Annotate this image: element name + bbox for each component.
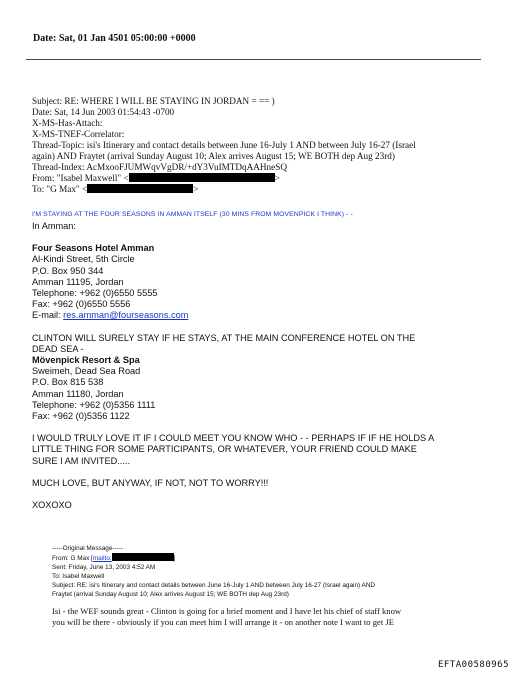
to-prefix: To: "G Max" <	[32, 184, 88, 194]
love-line-2: LITTLE THING FOR SOME PARTICIPANTS, OR WHATEVER, YOUR FRIEND COULD MAKE	[32, 444, 417, 455]
redaction-box	[87, 184, 193, 193]
mailto-link[interactable]: mailto:	[92, 555, 112, 562]
to-suffix: >	[193, 184, 199, 194]
original-divider: -----Original Message-----	[52, 545, 124, 552]
hotel1-city: Amman 11195, Jordan	[32, 276, 124, 287]
from-suffix: >	[274, 173, 280, 183]
original-message-body	[52, 606, 401, 628]
hotel2-fax: Fax: +962 (0)5356 1122	[32, 411, 130, 422]
redaction-box	[112, 553, 174, 561]
email-label: E-mail:	[32, 310, 64, 321]
clinton-line-1: CLINTON WILL SURELY STAY IF HE STAYS, AT THE MAIN CONFERENCE HOTEL ON THE	[32, 332, 416, 343]
original-message-headers	[52, 544, 375, 599]
hotel2-city: Amman 11180, Jordan	[32, 388, 124, 399]
header-divider	[26, 59, 481, 60]
thread-index-line: Thread-Index: AcMxooFJUMWqvVgDR/+dY3VuIMTDqAAHneSQ	[32, 162, 287, 172]
to-line	[32, 184, 416, 195]
redaction-box	[129, 173, 275, 182]
in-amman-label: In Amman:	[32, 221, 76, 231]
hotel2-pobox: P.O. Box 815 538	[32, 377, 104, 388]
from-line	[32, 173, 416, 184]
email-link[interactable]: res.amman@fourseasons.com	[63, 310, 189, 321]
hotel2-phone: Telephone: +962 (0)5356 1111	[32, 399, 156, 410]
staying-note: I'M STAYING AT THE FOUR SEASONS IN AMMAN ITSELF (30 MINS FROM MOVENPICK I THINK) - -	[32, 211, 353, 218]
much-love-line: MUCH LOVE, BUT ANYWAY, IF NOT, NOT TO WORRY!!!	[32, 477, 269, 488]
original-from-prefix: From: G Max [	[52, 555, 93, 562]
tnef-line: X-MS-TNEF-Correlator:	[32, 129, 125, 139]
bates-number: EFTA00580965	[438, 660, 510, 670]
thread-topic-line-2: again) AND Fraytet (arrival Sunday August 10; Alex arrives August 15; WE BOTH dep Aug 23rd)	[32, 151, 395, 161]
thread-topic-line-1: Thread-Topic: isi's Itinerary and contact details between June 16-July 1 AND between July 16-27 (Israel	[32, 140, 416, 150]
from-prefix: From: "Isabel Maxwell" <	[32, 173, 129, 183]
has-attach-line: X-MS-Has-Attach:	[32, 118, 103, 128]
original-subject-2: Fraytet (arrival Sunday August 10; Alex arrives August 15; WE BOTH dep Aug 23rd)	[52, 591, 289, 598]
hotel1-pobox: P.O. Box 950 344	[32, 265, 104, 276]
original-from	[52, 553, 375, 563]
original-from-suffix: ]	[173, 555, 176, 562]
hotel2-street: Sweimeh, Dead Sea Road	[32, 366, 141, 377]
love-line-3: SURE I AM INVITED.....	[32, 455, 131, 466]
original-body-line-1: Isi - the WEF sounds great - Clinton is going for a brief moment and I have let his chief of staff know	[52, 606, 402, 616]
clinton-line-2: DEAD SEA -	[32, 343, 84, 354]
date-line: Date: Sat, 14 Jun 2003 01:54:43 -0700	[32, 107, 175, 117]
hotel1-email	[32, 310, 434, 321]
hotel1-phone: Telephone: +962 (0)6550 5555	[32, 288, 158, 299]
hotel1-fax: Fax: +962 (0)6550 5556	[32, 299, 131, 310]
love-line-1: I WOULD TRULY LOVE IT IF I COULD MEET YOU KNOW WHO - - PERHAPS IF IF HE HOLDS A	[32, 433, 435, 444]
original-body-line-2: you will be there - obviously if you can meet him I will arrange it - on another note I want to get JE	[52, 617, 394, 627]
sign-off: XOXOXO	[32, 500, 72, 511]
email-headers	[32, 96, 416, 195]
email-body	[32, 221, 434, 511]
hotel1-name: Four Seasons Hotel Amman	[32, 243, 155, 254]
header-date: Date: Sat, 01 Jan 4501 05:00:00 +0000	[33, 33, 196, 44]
original-to: To: Isabel Maxwell	[52, 573, 105, 580]
original-sent: Sent: Friday, June 13, 2003 4:52 AM	[52, 564, 156, 571]
subject-line: Subject: RE: WHERE I WILL BE STAYING IN JORDAN = == )	[32, 96, 275, 106]
hotel1-street: Al-Kindi Street, 5th Circle	[32, 254, 135, 265]
hotel2-name: Mövenpick Resort & Spa	[32, 355, 140, 366]
original-subject-1: Subject: RE: isi's Itinerary and contact details between June 16-July 1 AND between July 16-27 (Israel again) AND	[52, 582, 376, 589]
